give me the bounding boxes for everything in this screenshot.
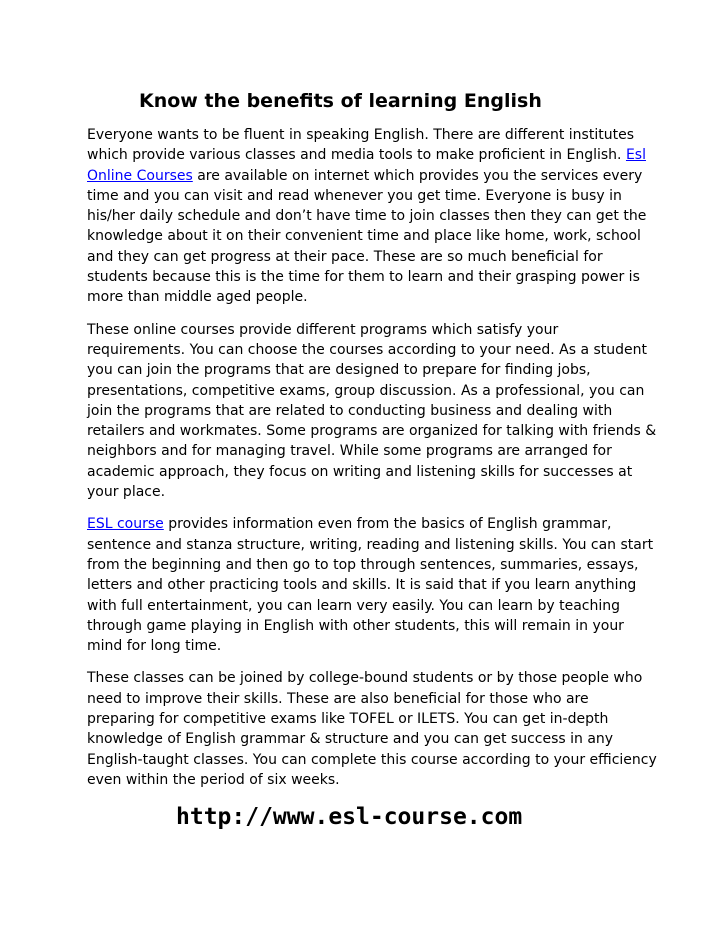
paragraph-4: These classes can be joined by college-bound students or by those people who need to improve their skills. These are also beneficial for those who are preparing for competitive exams like TOFEL or ILETS. You can get in-depth knowledge of English grammar & structure and you can get success in any English-taught classes. You can complete this course according to your efficiency even within the period of six weeks. xyxy=(87,670,657,788)
paragraph-1 xyxy=(87,125,657,308)
esl-course-link[interactable]: ESL course xyxy=(87,516,164,533)
esl-online-courses-link[interactable]: Esl Online Courses xyxy=(87,147,646,184)
paragraph-2: These online courses provide different programs which satisfy your requirements. You can choose the courses according to your need. As a student you can join the programs that are designed to prepare for finding jobs, presentations, competitive exams, group discussion. As a professional, you can join the programs that are related to conducting business and dealing with retailers and workmates. Some programs are organized for talking with friends & neighbors and for managing travel. While some programs are arranged for academic approach, they focus on writing and listening skills for successes at your place. xyxy=(87,321,657,501)
document-page xyxy=(87,87,657,832)
paragraph-3-text: provides information even from the basics of English grammar, sentence and stanza structure, writing, reading and listening skills. You can start from the beginning and then go to top through sentences, summaries, essays, letters and other practicing tools and skills. It is said that if you learn anything with full entertainment, you can learn very easily. You can learn by teaching through game playing in English with other students, this will remain in your mind for long time. xyxy=(87,516,654,655)
document-title: Know the benefits of learning English xyxy=(139,90,542,112)
paragraph-3 xyxy=(87,514,657,656)
footer-url: http://www.esl-course.com xyxy=(176,804,523,831)
paragraph-1-text-b: are available on internet which provides you the services every time and you can visit and read whenever you get time. Everyone is busy in his/her daily schedule and don’t have time to join classes then they can get the knowledge about it on their convenient time and place like home, work, school and they can get progress at their pace. These are so much beneficial for students because this is the time for them to learn and their grasping power is more than middle aged people. xyxy=(87,167,647,306)
paragraph-1-text-a: Everyone wants to be fluent in speaking English. There are different institutes which provide various classes and media tools to make proficient in English. xyxy=(87,127,634,164)
